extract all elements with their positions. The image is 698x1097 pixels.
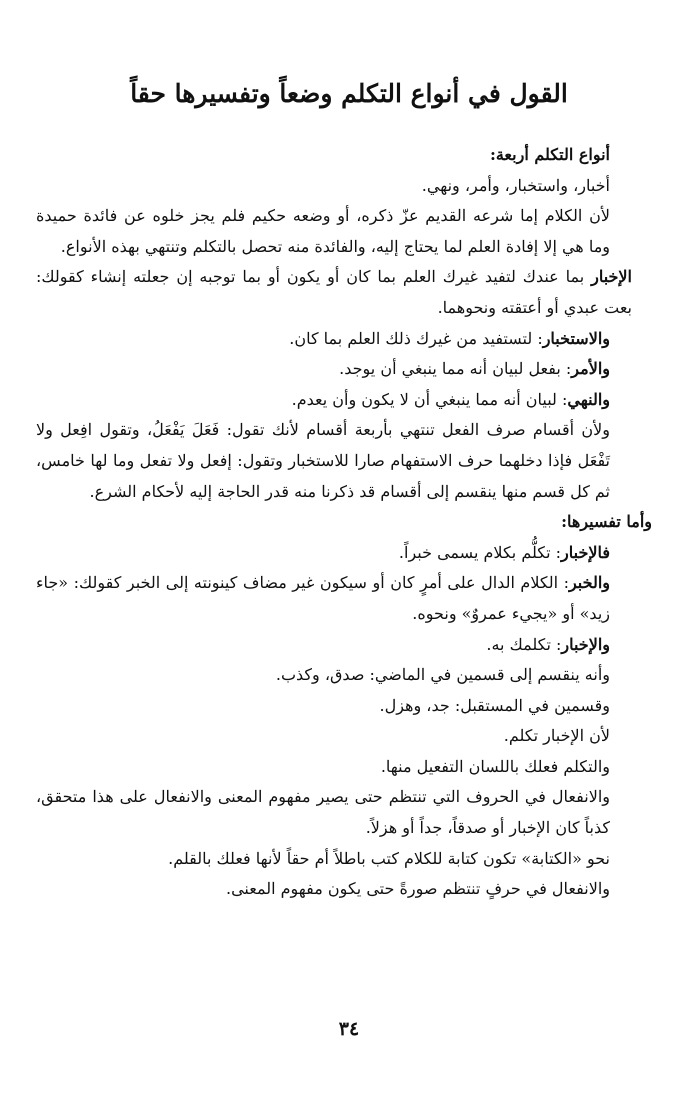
paragraph-text: بما عندك لتفيد غيرك العلم بما كان أو يكون أو بما توجبه إن جعلته إنشاء كقولك: بعت عبدي أو أعتقته ونحوهما. [36, 267, 632, 317]
paragraph-text: : بفعل لبيان أنه مما ينبغي أن يوجد. [339, 359, 572, 379]
paragraph-khabar [36, 568, 652, 629]
term-label: فالإخبار [561, 542, 610, 562]
page-number: ٣٤ [338, 1018, 360, 1040]
paragraph-past-division [36, 660, 652, 691]
paragraph-text: والانفعال في الحروف التي تنتظم حتى يصير مفهوم المعنى والانفعال على هذا متحقق، كذباً كان الإخبار أو صدقاً، جداً أو هزلاً. [36, 787, 610, 838]
paragraph-future-division [36, 691, 652, 722]
paragraph-text: والانفعال في حرفٍ تنتظم صورةً حتى يكون مفهوم المعنى. [226, 879, 610, 899]
paragraph-speech-act [36, 752, 652, 783]
page-body [36, 140, 652, 905]
paragraph-text: لأن الإخبار تكلم. [503, 726, 610, 746]
term-label: والأمر [571, 359, 610, 379]
paragraph-ikhbar-is-speech [36, 721, 652, 752]
paragraph-ikhbar [36, 262, 652, 323]
paragraph-wal-ikhbar [36, 630, 652, 661]
paragraph-text: أخبار، واستخبار، وأمر، ونهي. [421, 175, 610, 195]
page-title: القول في أنواع التكلم وضعاً وتفسيرها حقاً [130, 79, 568, 108]
paragraph-text: ولأن أقسام صرف الفعل تنتهي بأربعة أقسام لأنك تقول: فَعَلَ يَفْعَلُ، وتقول افِعل ولا تَفْعَل فإذا دخلهما حرف الاستفهام صارا للاستخبار وتقول: إفعل ولا تفعل وما لها خامس، ثم كل قسم منها ينقسم إلى أقسام قد ذكرنا منه قدر الحاجة إليه لأحكام الشرع. [36, 420, 610, 501]
paragraph-amr [36, 354, 652, 385]
term-label: الإخبار [591, 267, 632, 287]
paragraph-text: وأما تفسيرها: [561, 512, 652, 532]
term-label: والخبر [568, 573, 610, 593]
paragraph-text: : لتستفيد من غيرك ذلك العلم بما كان. [289, 328, 543, 348]
paragraph-writing [36, 844, 652, 875]
paragraph-text: وقسمين في المستقبل: جد، وهزل. [379, 695, 610, 715]
paragraph-fal-ikhbar [36, 538, 652, 569]
paragraph-types-list [36, 171, 652, 202]
paragraph-infial [36, 782, 652, 843]
paragraph-purpose [36, 201, 652, 262]
term-label: والإخبار [561, 634, 610, 654]
paragraph-text: : لبيان أنه مما ينبغي أن لا يكون وأن يعدم. [291, 389, 568, 409]
paragraph-text: : تكلمك به. [486, 634, 562, 654]
paragraph-text: : الكلام الدال على أمرٍ كان أو سيكون غير مضاف كينونته إلى الخبر كقولك: «جاء زيد» أو «يجيء عمروٌ» ونحوه. [36, 573, 610, 623]
paragraph-nahy [36, 385, 652, 416]
paragraph-verb-forms [36, 415, 652, 507]
paragraph-istikhbar [36, 324, 652, 355]
paragraph-letter-form [36, 874, 652, 905]
paragraph-text: أنواع التكلم أربعة: [489, 145, 610, 164]
paragraph-explanation-heading [36, 507, 652, 538]
paragraph-text: والتكلم فعلك باللسان التفعيل منها. [380, 756, 610, 776]
term-label: والاستخبار [542, 328, 610, 348]
paragraph-text: وأنه ينقسم إلى قسمين في الماضي: صدق، وكذب. [275, 665, 610, 685]
paragraph-text: لأن الكلام إما شرعه القديم عزّ ذكره، أو وضعه حكيم فلم يجز خلوه عن فائدة حميدة وما هي إلا إفادة العلم لما يحتاج إليه، والفائدة منه تحصل بالتكلم وتنتهي بهذه الأنواع. [36, 206, 610, 256]
paragraph-text: نحو «الكتابة» تكون كتابة للكلام كتب باطلاً أم حقاً لأنها فعلك بالقلم. [168, 848, 610, 868]
paragraph-text: : تكلُّم بكلام يسمى خبراً. [398, 542, 562, 562]
term-label: والنهي [567, 389, 610, 409]
paragraph-types-heading [36, 140, 652, 171]
